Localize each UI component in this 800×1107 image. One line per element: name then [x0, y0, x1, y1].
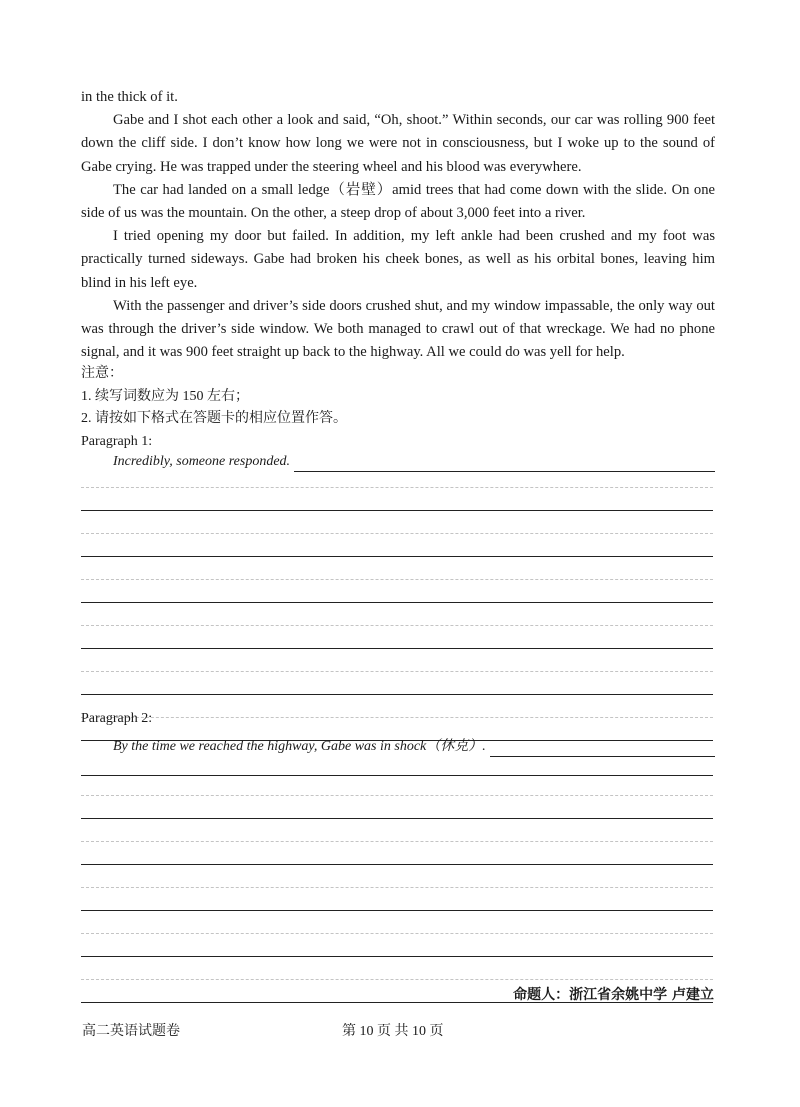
paragraph-2-opening: By the time we reached the highway, Gabe was in shock（休克）. [113, 739, 486, 754]
story-continuation: in the thick of it. [81, 89, 178, 105]
instructions-heading: 注意： [81, 366, 123, 381]
story-paragraph-1: Gabe and I shot each other a look and said, “Oh, shoot.” Within seconds, our car was rolling 900 feet down the cliff side. I don’t know how long we were not in consciousness, but I woke up to the sound of Gabe crying. He was trapped under the steering wheel and his blood was everywhere. [81, 112, 715, 175]
guide-line [81, 625, 713, 626]
paragraph-1-section [81, 432, 715, 472]
guide-line [81, 487, 713, 488]
story-paragraph-3: I tried opening my door but failed. In addition, my left ankle had been crushed and my foot was practically turned sideways. Gabe had broken his cheek bones, as well as his orbital bones, leaving him blind in his left eye. [81, 228, 715, 291]
page-number: 第 10 页 共 10 页 [342, 1024, 444, 1039]
paragraph-2-label: Paragraph 2: [81, 711, 153, 726]
instruction-item: 1. 续写词数应为 150 左右； [81, 388, 249, 404]
guide-line [81, 841, 713, 842]
writing-line[interactable] [81, 648, 713, 649]
author-credit: 命题人：浙江省余姚中学 卢建立 [513, 987, 714, 1003]
writing-line[interactable] [81, 510, 713, 511]
guide-line [81, 671, 713, 672]
paragraph-1-opening: Incredibly, someone responded. [113, 454, 291, 469]
paragraph-2-answer-blank[interactable] [490, 742, 715, 757]
instruction-item: 2. 请按如下格式在答题卡的相应位置作答。 [81, 411, 347, 427]
instructions [81, 363, 715, 431]
guide-line [81, 979, 713, 980]
guide-line [81, 795, 713, 796]
guide-line [81, 933, 713, 934]
paragraph-1-answer-blank[interactable] [294, 457, 715, 472]
paragraph-1-opening-line [81, 452, 715, 472]
writing-line[interactable] [81, 556, 713, 557]
writing-line[interactable] [81, 864, 713, 865]
writing-line[interactable] [81, 694, 713, 695]
writing-line[interactable] [81, 775, 713, 776]
paragraph-1-label: Paragraph 1: [81, 434, 153, 449]
guide-line [81, 887, 713, 888]
writing-line[interactable] [81, 910, 713, 911]
writing-line[interactable] [81, 602, 713, 603]
guide-line [81, 533, 713, 534]
writing-line[interactable] [81, 956, 713, 957]
story-paragraph-2: The car had landed on a small ledge（岩壁）amid trees that had come down with the slide. On one side of us was the mountain. On the other, a steep drop of about 3,000 feet into a river. [81, 181, 715, 222]
paragraph-2-opening-line [81, 737, 715, 757]
writing-line[interactable] [81, 818, 713, 819]
story-paragraph-4: With the passenger and driver’s side doors crushed shut, and my window impassable, the only way out was through the driver’s side window. We both managed to crawl out of that wreckage. We had no phone signal, and it was 900 feet straight up back to the highway. All we could do was yell for help. [81, 297, 715, 361]
footer-title: 高二英语试题卷 [82, 1024, 180, 1039]
paragraph-2-section [81, 709, 715, 757]
story-text [81, 86, 715, 364]
guide-line [81, 579, 713, 580]
